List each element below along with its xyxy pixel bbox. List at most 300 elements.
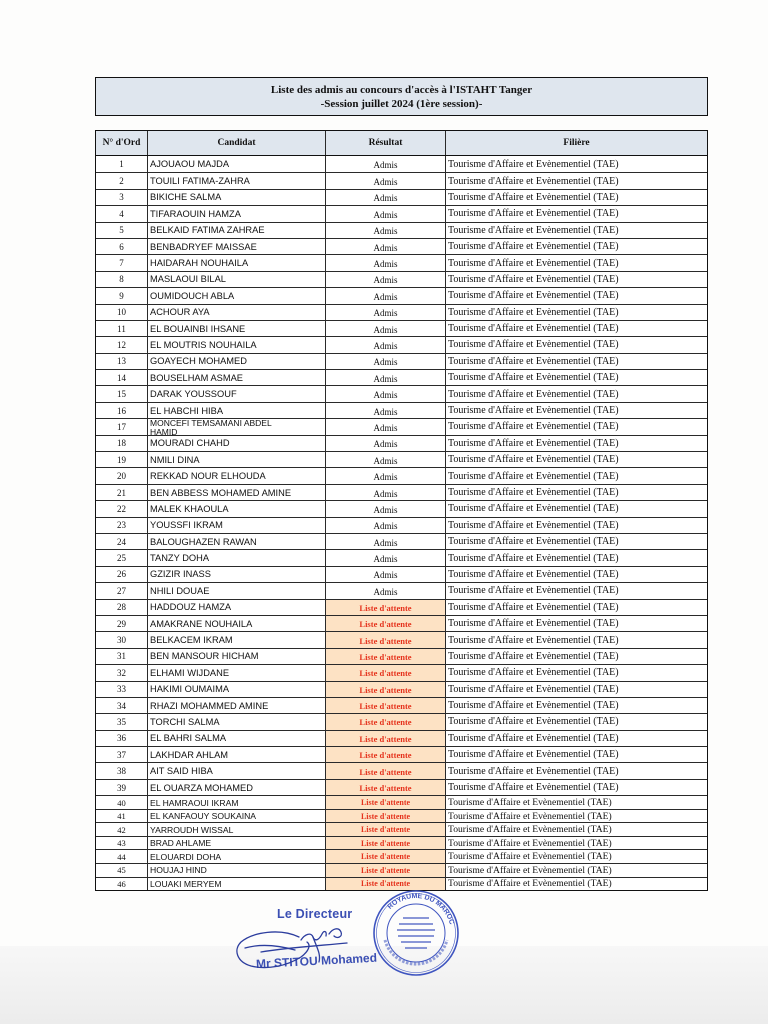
table-row (96, 254, 707, 270)
table-row (96, 533, 707, 549)
table-row (96, 582, 707, 598)
program-name: Tourisme d'Affaire et Evènementiel (TAE) (448, 824, 612, 836)
column-header-candidate: Candidat (147, 131, 325, 155)
row-number-cell (96, 583, 147, 598)
candidate-name: TORCHI SALMA (150, 716, 220, 727)
row-number-cell (96, 386, 147, 401)
program-name-cell (445, 864, 707, 877)
program-name: Tourisme d'Affaire et Evènementiel (TAE) (448, 765, 619, 777)
program-name-cell (445, 600, 707, 615)
row-number: 46 (117, 878, 126, 889)
program-name-cell (445, 468, 707, 483)
program-name-cell (445, 436, 707, 451)
program-name: Tourisme d'Affaire et Evènementiel (TAE) (448, 257, 619, 269)
program-name: Tourisme d'Affaire et Evènementiel (TAE) (448, 634, 619, 646)
table-row (96, 809, 707, 823)
candidate-name: HOUJAJ HIND (150, 865, 207, 876)
candidate-name: BELKACEM IKRAM (150, 635, 233, 646)
candidate-name: REKKAD NOUR ELHOUDA (150, 471, 266, 482)
program-name-cell (445, 321, 707, 336)
table-body (96, 156, 707, 890)
row-number: 5 (119, 225, 124, 236)
program-name-cell (445, 714, 707, 729)
row-number-cell (96, 780, 147, 795)
table-row (96, 822, 707, 836)
row-number: 20 (117, 471, 126, 482)
candidate-name: AMAKRANE NOUHAILA (150, 618, 253, 629)
program-name-cell (445, 632, 707, 647)
row-number: 31 (117, 651, 126, 662)
table-row (96, 713, 707, 729)
program-name: Tourisme d'Affaire et Evènementiel (TAE) (448, 372, 619, 384)
result-status: Liste d'attente (360, 811, 411, 821)
program-name: Tourisme d'Affaire et Evènementiel (TAE) (448, 568, 619, 580)
row-number: 12 (117, 339, 126, 350)
result-status: Admis (373, 259, 398, 270)
row-number-cell (96, 763, 147, 778)
program-name-cell (445, 534, 707, 549)
program-name-cell (445, 763, 707, 778)
program-name: Tourisme d'Affaire et Evènementiel (TAE) (448, 437, 619, 449)
program-name: Tourisme d'Affaire et Evènementiel (TAE) (448, 208, 619, 220)
program-name-cell (445, 583, 707, 598)
result-status: Liste d'attente (359, 619, 412, 630)
row-number-cell (96, 501, 147, 516)
candidate-name-cell (147, 239, 325, 254)
result-status-cell (325, 354, 445, 369)
candidate-name: MONCEFI TEMSAMANI ABDEL HAMID (150, 419, 272, 435)
candidate-name: EL MOUTRIS NOUHAILA (150, 339, 257, 350)
row-number: 38 (117, 766, 126, 777)
candidate-name-cell (147, 649, 325, 664)
result-status: Admis (373, 554, 398, 565)
result-status: Admis (373, 488, 398, 499)
result-status-cell (325, 616, 445, 631)
candidate-name-cell (147, 682, 325, 697)
program-name: Tourisme d'Affaire et Evènementiel (TAE) (448, 454, 619, 466)
row-number: 41 (117, 811, 126, 822)
table-row (96, 599, 707, 615)
candidate-name: MALEK KHAOULA (150, 503, 229, 514)
result-status-cell (325, 419, 445, 434)
candidate-name: YOUSSFI IKRAM (150, 520, 223, 531)
program-name: Tourisme d'Affaire et Evènementiel (TAE) (448, 837, 612, 849)
row-number: 7 (119, 258, 124, 269)
result-status-cell (325, 864, 445, 877)
program-name-cell (445, 190, 707, 205)
row-number: 3 (119, 192, 124, 203)
table-row (96, 762, 707, 778)
official-stamp (374, 891, 458, 975)
row-number-cell (96, 239, 147, 254)
result-status-cell (325, 337, 445, 352)
table-row (96, 467, 707, 483)
program-name-cell (445, 305, 707, 320)
candidate-name-cell (147, 850, 325, 863)
row-number-cell (96, 747, 147, 762)
candidate-name-cell (147, 698, 325, 713)
program-name-cell (445, 386, 707, 401)
program-name-cell (445, 665, 707, 680)
candidate-name: YARROUDH WISSAL (150, 824, 234, 835)
candidate-name-cell (147, 305, 325, 320)
candidate-name: BELKAID FATIMA ZAHRAE (150, 225, 265, 236)
candidate-name-cell (147, 255, 325, 270)
result-status-cell (325, 878, 445, 891)
program-name: Tourisme d'Affaire et Evènementiel (TAE) (448, 700, 619, 712)
row-number-cell (96, 567, 147, 582)
row-number: 33 (117, 684, 126, 695)
row-number: 6 (119, 241, 124, 252)
row-number: 16 (117, 405, 126, 416)
candidate-name-cell (147, 206, 325, 221)
program-name-cell (445, 206, 707, 221)
candidate-name-cell (147, 567, 325, 582)
row-number: 42 (117, 824, 126, 835)
result-status-cell (325, 632, 445, 647)
table-row (96, 156, 707, 172)
program-name-cell (445, 370, 707, 385)
candidate-name-cell (147, 403, 325, 418)
program-name: Tourisme d'Affaire et Evènementiel (TAE) (448, 175, 619, 187)
row-number-cell (96, 616, 147, 631)
candidate-name-cell (147, 173, 325, 188)
stamp-text: ROYAUME DU MAROC (386, 892, 455, 926)
row-number-cell (96, 518, 147, 533)
result-status: Liste d'attente (360, 852, 411, 862)
candidate-name: ELOUARDI DOHA (150, 851, 222, 862)
candidate-name: BIKICHE SALMA (150, 192, 222, 203)
signature-and-stamp (225, 890, 475, 985)
result-status-cell (325, 190, 445, 205)
program-name-cell (445, 823, 707, 836)
result-status: Admis (373, 324, 398, 335)
result-status-cell (325, 583, 445, 598)
program-name-cell (445, 403, 707, 418)
table-row (96, 222, 707, 238)
program-name: Tourisme d'Affaire et Evènementiel (TAE) (448, 536, 619, 548)
row-number-cell (96, 223, 147, 238)
table-row (96, 304, 707, 320)
result-status-cell (325, 649, 445, 664)
candidate-name-cell (147, 616, 325, 631)
result-status-cell (325, 780, 445, 795)
result-status-cell (325, 403, 445, 418)
result-status: Liste d'attente (360, 798, 411, 808)
candidate-name-cell (147, 780, 325, 795)
program-name: Tourisme d'Affaire et Evènementiel (TAE) (448, 749, 619, 761)
candidate-name-cell (147, 518, 325, 533)
result-status: Admis (373, 373, 398, 384)
result-status-cell (325, 272, 445, 287)
candidate-name: BRAD AHLAME (150, 838, 212, 849)
row-number: 27 (117, 585, 126, 596)
candidate-name-cell (147, 354, 325, 369)
result-status: Admis (373, 209, 398, 220)
result-status-cell (325, 206, 445, 221)
result-status-cell (325, 682, 445, 697)
row-number-cell (96, 632, 147, 647)
row-number: 4 (119, 208, 124, 219)
row-number-cell (96, 288, 147, 303)
column-header-result: Résultat (325, 131, 445, 155)
program-name: Tourisme d'Affaire et Evènementiel (TAE) (448, 470, 619, 482)
table-row (96, 336, 707, 352)
row-number-cell (96, 255, 147, 270)
results-table (95, 130, 708, 891)
candidate-name: GZIZIR INASS (150, 569, 211, 580)
table-row (96, 238, 707, 254)
candidate-name: MOURADI CHAHD (150, 438, 230, 449)
row-number-cell (96, 354, 147, 369)
table-row (96, 418, 707, 434)
candidate-name-cell (147, 288, 325, 303)
row-number-cell (96, 850, 147, 863)
candidate-name: HAIDARAH NOUHAILA (150, 258, 249, 269)
row-number-cell (96, 452, 147, 467)
result-status-cell (325, 386, 445, 401)
row-number: 11 (117, 323, 126, 334)
result-status-cell (325, 436, 445, 451)
program-name-cell (445, 255, 707, 270)
row-number: 22 (117, 503, 126, 514)
row-number-cell (96, 600, 147, 615)
result-status-cell (325, 223, 445, 238)
table-row (96, 631, 707, 647)
result-status-cell (325, 288, 445, 303)
row-number: 43 (117, 838, 126, 849)
table-row (96, 681, 707, 697)
result-status: Admis (373, 537, 398, 548)
result-status-cell (325, 665, 445, 680)
result-status: Liste d'attente (359, 668, 412, 679)
signatory-name: Mr STITOU Mohamed (255, 950, 378, 971)
result-status-cell (325, 239, 445, 254)
result-status: Liste d'attente (359, 733, 412, 744)
row-number: 13 (117, 356, 126, 367)
result-status: Liste d'attente (360, 838, 411, 848)
document-title-box (95, 77, 708, 116)
result-status-cell (325, 534, 445, 549)
row-number: 9 (119, 290, 124, 301)
program-name-cell (445, 837, 707, 850)
row-number: 34 (117, 700, 126, 711)
row-number: 14 (117, 372, 126, 383)
result-status: Admis (373, 406, 398, 417)
program-name-cell (445, 223, 707, 238)
row-number: 30 (117, 635, 126, 646)
candidate-name-cell (147, 837, 325, 850)
candidate-name-cell (147, 452, 325, 467)
candidate-name-cell (147, 272, 325, 287)
table-row (96, 451, 707, 467)
table-row (96, 435, 707, 451)
candidate-name: EL KANFAOUY SOUKAINA (150, 811, 257, 822)
result-status: Liste d'attente (359, 635, 412, 646)
program-name: Tourisme d'Affaire et Evènementiel (TAE) (448, 388, 619, 400)
table-row (96, 697, 707, 713)
table-row (96, 172, 707, 188)
program-name-cell (445, 452, 707, 467)
program-name: Tourisme d'Affaire et Evènementiel (TAE) (448, 650, 619, 662)
result-status: Admis (373, 177, 398, 188)
row-number: 15 (117, 389, 126, 400)
row-number: 45 (117, 865, 126, 876)
row-number: 21 (117, 487, 126, 498)
table-row (96, 779, 707, 795)
program-name-cell (445, 616, 707, 631)
result-status: Admis (373, 340, 398, 351)
row-number: 39 (117, 782, 126, 793)
candidate-name: BENBADRYEF MAISSAE (150, 241, 257, 252)
candidate-name: LOUAKI MERYEM (150, 878, 222, 889)
program-name: Tourisme d'Affaire et Evènementiel (TAE) (448, 273, 619, 285)
candidate-name: LAKHDAR AHLAM (150, 749, 229, 760)
candidate-name: EL BAHRI SALMA (150, 733, 227, 744)
result-status-cell (325, 485, 445, 500)
table-row (96, 730, 707, 746)
table-row (96, 566, 707, 582)
row-number: 10 (117, 307, 126, 318)
program-name-cell (445, 698, 707, 713)
program-name-cell (445, 780, 707, 795)
candidate-name: ELHAMI WIJDANE (150, 667, 230, 678)
candidate-name-cell (147, 337, 325, 352)
program-name-cell (445, 272, 707, 287)
candidate-name-cell (147, 550, 325, 565)
result-status: Admis (373, 455, 398, 466)
candidate-name-cell (147, 223, 325, 238)
candidate-name: EL HAMRAOUI IKRAM (150, 797, 239, 808)
candidate-name: TOUILI FATIMA-ZAHRA (150, 176, 250, 187)
row-number-cell (96, 468, 147, 483)
program-name: Tourisme d'Affaire et Evènementiel (TAE) (448, 667, 619, 679)
program-name: Tourisme d'Affaire et Evènementiel (TAE) (448, 552, 619, 564)
table-row (96, 877, 707, 891)
program-name: Tourisme d'Affaire et Evènementiel (TAE) (448, 797, 612, 809)
program-name: Tourisme d'Affaire et Evènementiel (TAE) (448, 618, 619, 630)
row-number-cell (96, 436, 147, 451)
program-name: Tourisme d'Affaire et Evènementiel (TAE) (448, 810, 612, 822)
candidate-name: BEN MANSOUR HICHAM (150, 651, 259, 662)
row-number-cell (96, 810, 147, 823)
row-number-cell (96, 837, 147, 850)
row-number-cell (96, 649, 147, 664)
row-number: 29 (117, 618, 126, 629)
result-status-cell (325, 714, 445, 729)
row-number-cell (96, 337, 147, 352)
candidate-name-cell (147, 156, 325, 172)
result-status: Liste d'attente (359, 684, 412, 695)
result-status: Admis (373, 160, 398, 171)
candidate-name-cell (147, 190, 325, 205)
candidate-name-cell (147, 823, 325, 836)
candidate-name-cell (147, 583, 325, 598)
result-status: Liste d'attente (360, 879, 411, 889)
row-number-cell (96, 173, 147, 188)
result-status-cell (325, 850, 445, 863)
result-status: Liste d'attente (359, 701, 412, 712)
candidate-name: TIFARAOUIN HAMZA (150, 208, 241, 219)
row-number-cell (96, 698, 147, 713)
row-number-cell (96, 550, 147, 565)
result-status: Liste d'attente (359, 651, 412, 662)
result-status-cell (325, 501, 445, 516)
table-row (96, 205, 707, 221)
result-status: Admis (373, 521, 398, 532)
row-number-cell (96, 731, 147, 746)
candidate-name: EL BOUAINBI IHSANE (150, 323, 246, 334)
stamp-inner-lettering (397, 917, 435, 949)
candidate-name: RHAZI MOHAMMED AMINE (150, 700, 269, 711)
program-name-cell (445, 485, 707, 500)
candidate-name-cell (147, 436, 325, 451)
row-number: 18 (117, 438, 126, 449)
candidate-name: BOUSELHAM ASMAE (150, 372, 243, 383)
candidate-name-cell (147, 386, 325, 401)
result-status: Admis (373, 586, 398, 597)
program-name-cell (445, 239, 707, 254)
result-status: Liste d'attente (359, 766, 412, 777)
candidate-name: HADDOUZ HAMZA (150, 602, 232, 613)
row-number: 2 (119, 176, 124, 187)
candidate-name-cell (147, 796, 325, 809)
candidate-name-cell (147, 714, 325, 729)
candidate-name: GOAYECH MOHAMED (150, 356, 247, 367)
program-name-cell (445, 850, 707, 863)
candidate-name-cell (147, 878, 325, 891)
row-number-cell (96, 714, 147, 729)
program-name: Tourisme d'Affaire et Evènementiel (TAE) (448, 355, 619, 367)
program-name-cell (445, 518, 707, 533)
candidate-name-cell (147, 534, 325, 549)
result-status: Admis (373, 193, 398, 204)
program-name-cell (445, 337, 707, 352)
table-row (96, 369, 707, 385)
row-number: 40 (117, 797, 126, 808)
column-header-number: N° d'Ord (102, 138, 141, 148)
row-number: 24 (117, 536, 126, 547)
candidate-name: AIT SAID HIBA (150, 766, 213, 777)
program-name-cell (445, 682, 707, 697)
candidate-name: NMILI DINA (150, 454, 200, 465)
table-row (96, 189, 707, 205)
program-name-cell (445, 649, 707, 664)
row-number-cell (96, 190, 147, 205)
result-status-cell (325, 810, 445, 823)
candidate-name-cell (147, 731, 325, 746)
program-name: Tourisme d'Affaire et Evènementiel (TAE) (448, 191, 619, 203)
candidate-name-cell (147, 810, 325, 823)
program-name-cell (445, 354, 707, 369)
program-name: Tourisme d'Affaire et Evènementiel (TAE) (448, 241, 619, 253)
row-number: 25 (117, 553, 126, 564)
document-title: Liste des admis au concours d'accès à l'ISTAHT Tanger (270, 83, 533, 96)
candidate-name-cell (147, 763, 325, 778)
table-row (96, 849, 707, 863)
program-name: Tourisme d'Affaire et Evènementiel (TAE) (448, 732, 619, 744)
program-name: Tourisme d'Affaire et Evènementiel (TAE) (448, 503, 619, 515)
table-row (96, 648, 707, 664)
row-number: 19 (117, 454, 126, 465)
row-number: 44 (117, 851, 126, 862)
row-number-cell (96, 682, 147, 697)
table-row (96, 320, 707, 336)
row-number: 36 (117, 733, 126, 744)
program-name-cell (445, 419, 707, 434)
result-status-cell (325, 698, 445, 713)
candidate-name: BEN ABBESS MOHAMED AMINE (150, 487, 292, 498)
